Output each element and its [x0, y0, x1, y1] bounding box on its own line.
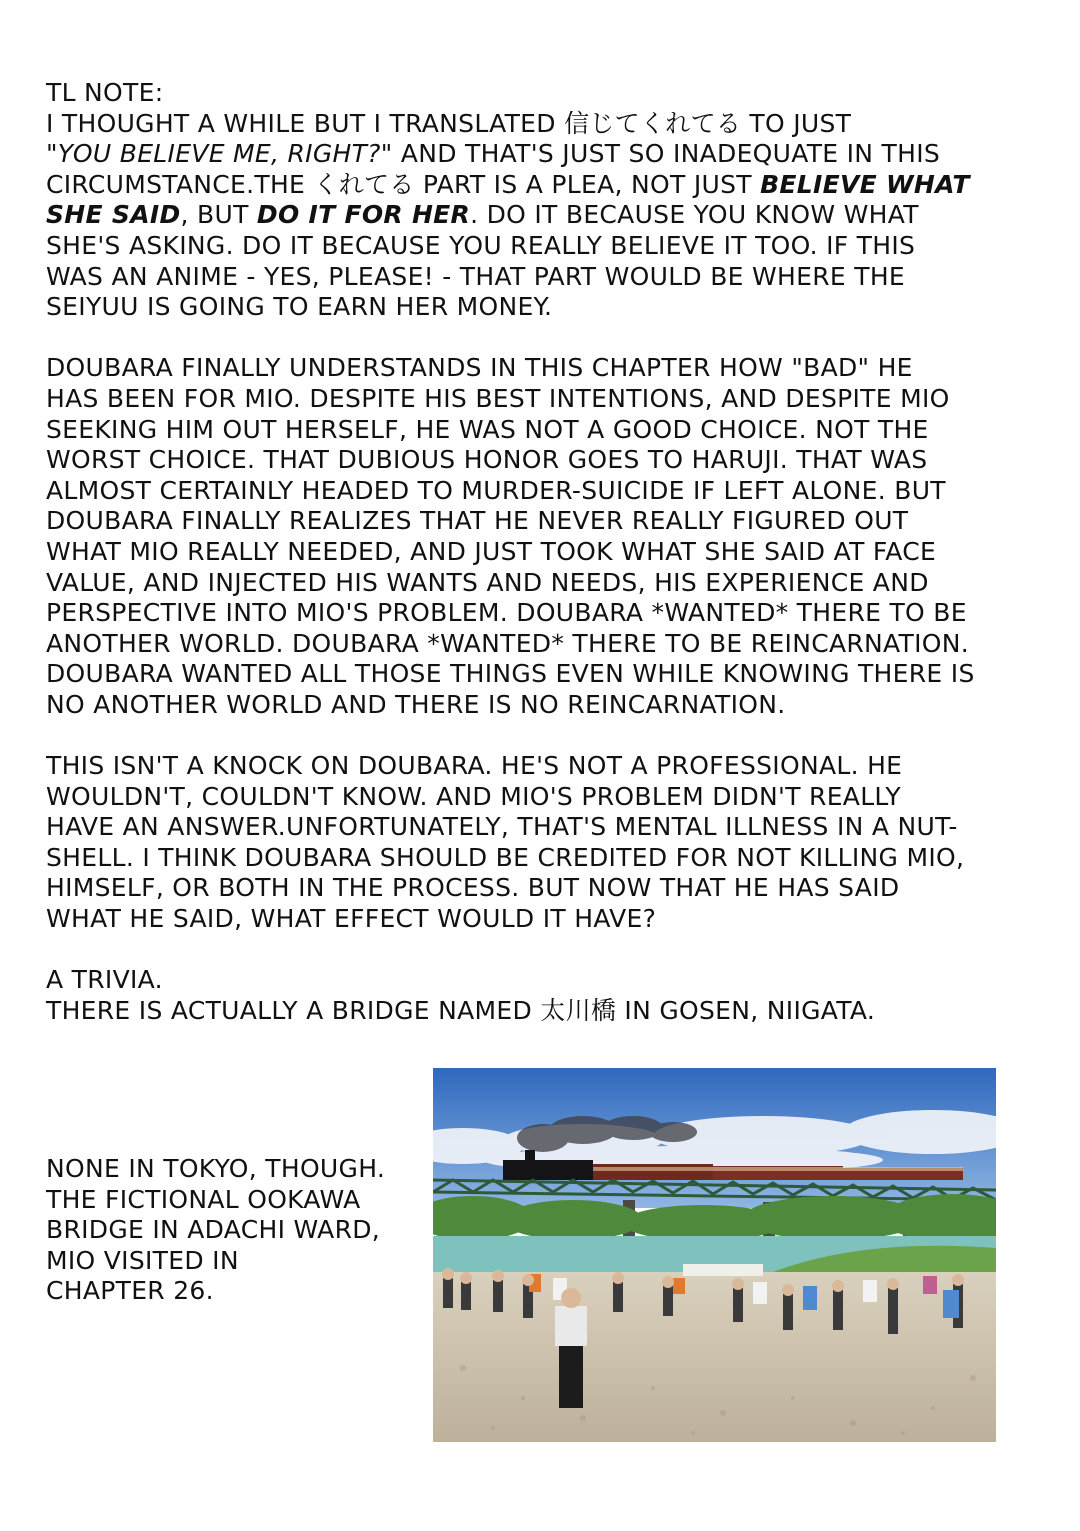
note-text: . DO IT BECAUSE YOU KNOW WHAT — [470, 200, 919, 230]
note-text: I THOUGHT A WHILE BUT I TRANSLATED 信じてくれてる TO JUST — [46, 108, 852, 138]
note-paragraph-4 — [46, 965, 1046, 1026]
note-line — [46, 170, 1046, 201]
note-line: WORST CHOICE. THAT DUBIOUS HONOR GOES TO HARUJI. THAT WAS — [46, 445, 928, 475]
tl-note — [46, 78, 1046, 1057]
note-paragraph-1 — [46, 78, 1046, 323]
gravel-bank — [433, 1272, 996, 1442]
banner — [683, 1264, 763, 1276]
note-text: , BUT — [180, 200, 257, 230]
caption-line: CHAPTER 26. — [46, 1276, 214, 1306]
quote-text: "YOU BELIEVE ME, RIGHT?" — [46, 139, 393, 169]
note-line: HAVE AN ANSWER.UNFORTUNATELY, THAT'S MENTAL ILLNESS IN A NUT- — [46, 812, 958, 842]
bridge-photo — [433, 1068, 996, 1442]
caption-line: MIO VISITED IN — [46, 1245, 239, 1275]
caption-line: THE FICTIONAL OOKAWA — [46, 1184, 361, 1214]
note-line: THERE IS ACTUALLY A BRIDGE NAMED 太川橋 IN GOSEN, NIIGATA. — [46, 995, 876, 1025]
note-line: ANOTHER WORLD. DOUBARA *WANTED* THERE TO BE REINCARNATION. — [46, 628, 969, 658]
note-line: DOUBARA FINALLY UNDERSTANDS IN THIS CHAPTER HOW "BAD" HE — [46, 353, 913, 383]
caption-line: NONE IN TOKYO, THOUGH. — [46, 1154, 386, 1183]
foreground-person — [555, 1288, 587, 1408]
photo-caption — [46, 1154, 426, 1307]
note-line: HAS BEEN FOR MIO. DESPITE HIS BEST INTENTIONS, AND DESPITE MIO — [46, 383, 950, 413]
note-line: NO ANOTHER WORLD AND THERE IS NO REINCARNATION. — [46, 689, 786, 719]
note-line: SEIYUU IS GOING TO EARN HER MONEY. — [46, 292, 553, 322]
note-line: THIS ISN'T A KNOCK ON DOUBARA. HE'S NOT A PROFESSIONAL. HE — [46, 751, 903, 781]
note-line: VALUE, AND INJECTED HIS WANTS AND NEEDS, HIS EXPERIENCE AND — [46, 567, 929, 597]
note-line — [46, 109, 1046, 140]
note-line: DOUBARA FINALLY REALIZES THAT HE NEVER REALLY FIGURED OUT — [46, 506, 909, 536]
emphasis-text: BELIEVE WHAT — [760, 169, 970, 199]
note-line: ALMOST CERTAINLY HEADED TO MURDER-SUICIDE IF LEFT ALONE. BUT — [46, 475, 946, 505]
note-line: WHAT HE SAID, WHAT EFFECT WOULD IT HAVE? — [46, 904, 657, 934]
note-line: DOUBARA WANTED ALL THOSE THINGS EVEN WHILE KNOWING THERE IS — [46, 659, 975, 689]
note-line: SEEKING HIM OUT HERSELF, HE WAS NOT A GOOD CHOICE. NOT THE — [46, 414, 929, 444]
note-line: HIMSELF, OR BOTH IN THE PROCESS. BUT NOW THAT HE HAS SAID — [46, 873, 900, 903]
note-heading: TL NOTE: — [46, 78, 164, 107]
note-line: WAS AN ANIME - YES, PLEASE! - THAT PART WOULD BE WHERE THE — [46, 261, 906, 291]
caption-line: BRIDGE IN ADACHI WARD, — [46, 1215, 381, 1245]
note-line: SHELL. I THINK DOUBARA SHOULD BE CREDITED FOR NOT KILLING MIO, — [46, 842, 965, 872]
note-line: PERSPECTIVE INTO MIO'S PROBLEM. DOUBARA *WANTED* THERE TO BE — [46, 598, 967, 628]
note-line — [46, 139, 1046, 170]
bridge-photo-illustration — [433, 1068, 996, 1442]
note-text: AND THAT'S JUST SO INADEQUATE IN THIS — [392, 139, 941, 169]
note-line: SHE'S ASKING. DO IT BECAUSE YOU REALLY BELIEVE IT TOO. IF THIS — [46, 230, 916, 260]
note-text: CIRCUMSTANCE.THE くれてる PART IS A PLEA, NOT JUST — [46, 169, 761, 199]
note-line: WHAT MIO REALLY NEEDED, AND JUST TOOK WHAT SHE SAID AT FACE — [46, 536, 937, 566]
emphasis-text: SHE SAID — [46, 200, 181, 230]
note-line: WOULDN'T, COULDN'T KNOW. AND MIO'S PROBLEM DIDN'T REALLY — [46, 781, 901, 811]
emphasis-text: DO IT FOR HER — [256, 200, 471, 230]
note-line — [46, 200, 1046, 231]
note-paragraph-3 — [46, 751, 1046, 935]
note-paragraph-2 — [46, 353, 1046, 720]
note-line: A TRIVIA. — [46, 965, 163, 995]
